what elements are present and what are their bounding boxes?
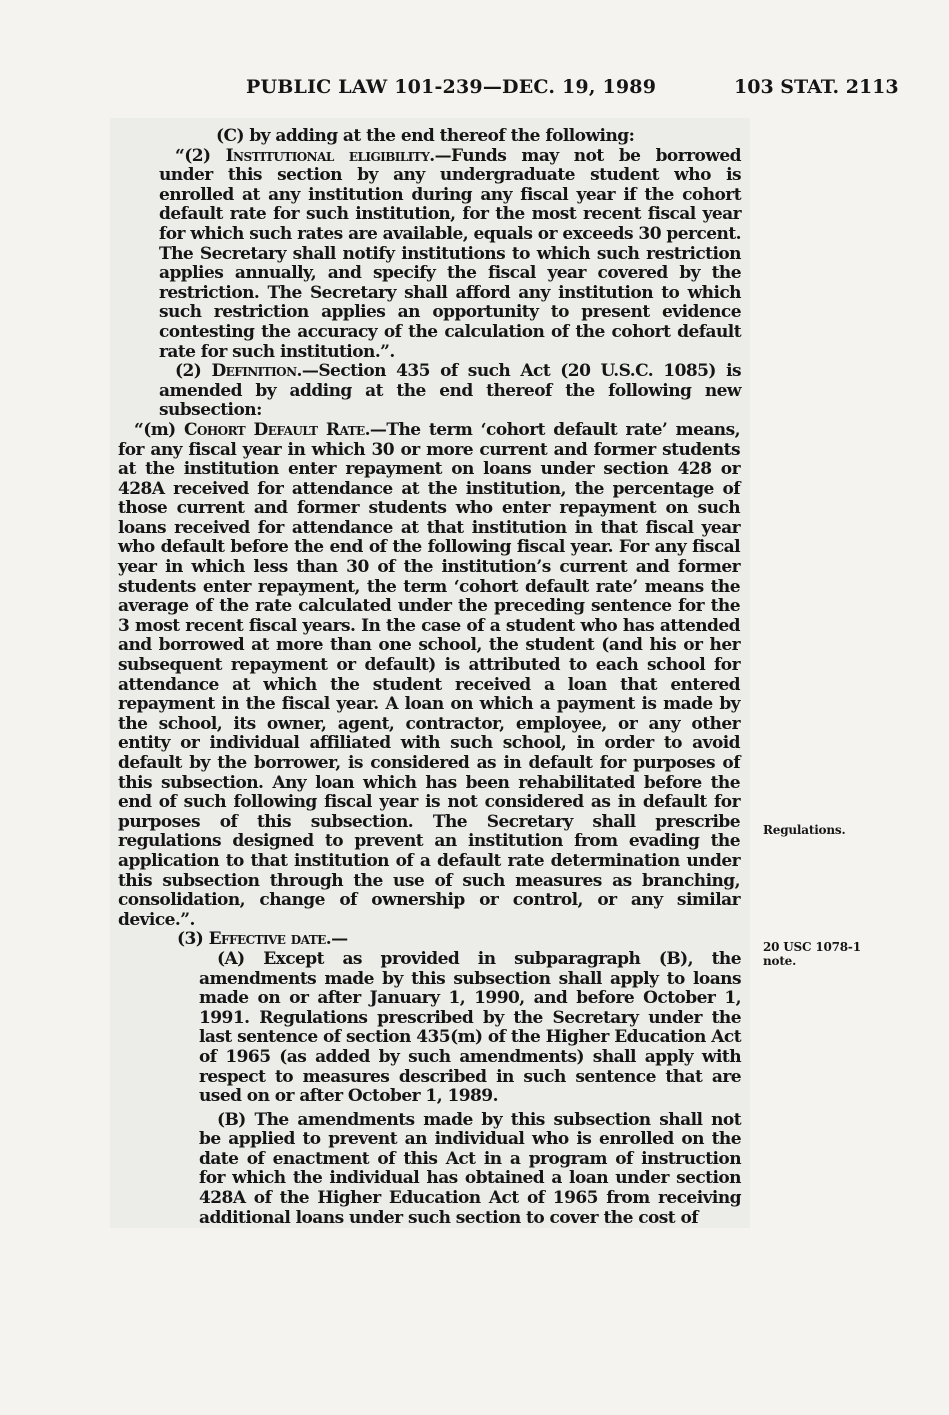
- p5-lead: (3): [177, 929, 209, 950]
- page-header: [0, 76, 949, 102]
- p2-lead: “(2): [175, 145, 226, 166]
- p4-heading: Cohort Default Rate: [184, 419, 365, 440]
- paragraph-effective-date: [0, 930, 741, 950]
- paragraph-subparagraph-a: (A) Except as provided in subparagraph (B), the amendments made by this subsection shall apply to loans made on or after January 1, 1990, and before October 1, 1991. Regulations prescribed by the Secretary under the last sentence of section 435(m) of the Higher Education Act of 1965 (as added by such amendments) shall apply with respect to measures described in such sentence that are used on or after October 1, 1989.: [199, 948, 741, 1107]
- paragraph-c-adding: (C) by adding at the end thereof the following:: [216, 126, 635, 146]
- margin-note-usc-line1: 20 USC 1078-1: [763, 940, 861, 954]
- margin-note-usc-citation: [763, 940, 861, 968]
- p3-lead: (2): [175, 361, 212, 382]
- paragraph-cohort-default-rate: [0, 421, 740, 930]
- header-title: PUBLIC LAW 101-239—DEC. 19, 1989: [246, 76, 657, 98]
- p3-text: .—Section 435 of such Act (20 U.S.C. 1085) is amended by adding at the end thereof the following new subsection:: [159, 361, 742, 421]
- margin-note-regulations: [763, 823, 845, 837]
- paragraph-definition: [0, 362, 741, 421]
- margin-note-regulations-text: Regulations.: [763, 823, 846, 837]
- body-text: [0, 127, 949, 1228]
- p3-heading: Definition: [211, 361, 297, 382]
- p5-heading: Effective date: [208, 929, 326, 950]
- paragraph-subparagraph-b: (B) The amendments made by this subsection shall not be applied to prevent an individual who is enrolled on the date of enactment of this Act in a program of instruction for which the individual has obtained a loan under section 428A of the Higher Education Act of 1965 from receiving additional loans under such section to cover the cost of: [199, 1109, 741, 1228]
- p2-text: .—Funds may not be borrowed under this section by any undergraduate student who is enrolled at any institution during any fiscal year if the cohort default rate for such institution, for the most recent fiscal year for which such rates are available, equals or exceeds 30 percent. The Secretary shall notify institutions to which such restriction applies annually, and specify the fiscal year covered by the restriction. The Secretary shall afford any institution to which such restriction applies an opportunity to present evidence contesting the accuracy of the calculation of the cohort default rate for such institution.”.: [159, 145, 741, 362]
- p4-lead: “(m): [134, 419, 185, 440]
- paragraph-institutional-eligibility: [0, 147, 741, 363]
- p2-heading: Institutional eligibility: [225, 145, 430, 166]
- p5-text: .—: [325, 929, 348, 950]
- header-stat-page: 103 STAT. 2113: [734, 76, 899, 98]
- p4-text: .—The term ‘cohort default rate’ means, for any fiscal year in which 30 or more current and former students at the institution enter repayment on loans under section 428 or 428A received for attendance at the institution, the percentage of those current and former students who enter repayment on such loans received for attendance at that institution in that fiscal year who default before the end of the following fiscal year. For any fiscal year in which less than 30 of the institution’s current and former students enter repayment, the term ‘cohort default rate’ means the average of the rate calculated under the preceding sentence for the 3 most recent fiscal years. In the case of a student who has attended and borrowed at more than one school, the student (and his or her subsequent repayment or default) is attributed to each school for attendance at which the student received a loan that entered repayment in the fiscal year. A loan on which a payment is made by the school, its owner, agent, contractor, employee, or any other entity or individual affiliated with such school, in order to avoid default by the borrower, is considered as in default for purposes of this subsection. Any loan which has been rehabilitated before the end of such following fiscal year is not considered as in default for purposes of this subsection. The Secretary shall prescribe regulations designed to prevent an institution from evading the application to that institution of a default rate determination under this subsection through the use of such measures as branching, consolidation, change of ownership or control, or any similar device.”.: [118, 419, 740, 930]
- margin-note-usc-line2: note.: [763, 954, 797, 968]
